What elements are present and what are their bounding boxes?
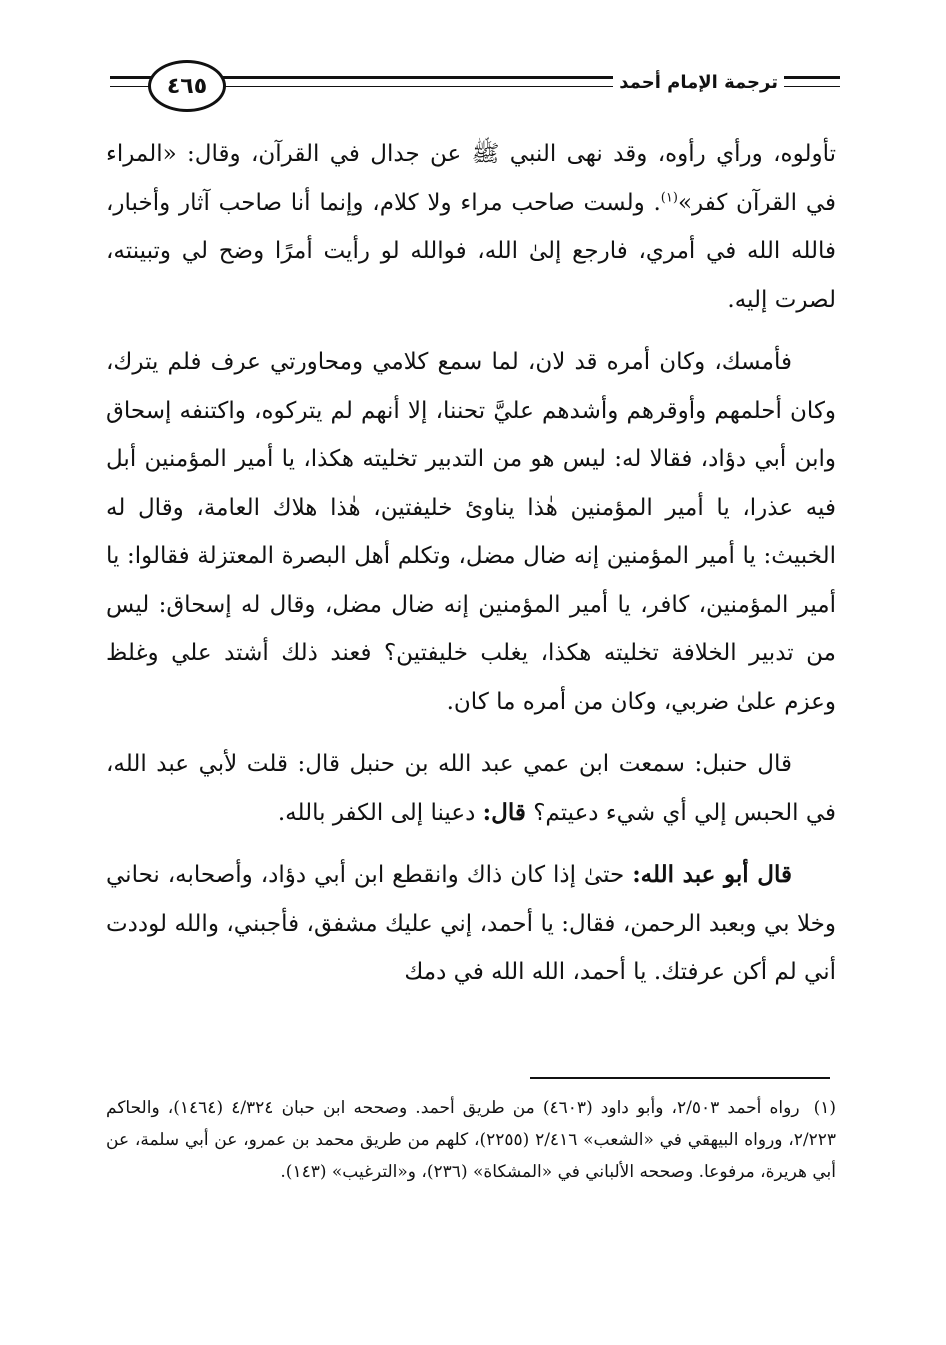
paragraph-4 [106,851,836,997]
page-header [110,60,840,118]
paragraph-text: حتىٰ إذا كان ذاك وانقطع ابن أبي دؤاد، وأصحابه، نحاني وخلا بي وبعبد الرحمن، فقال: يا أحمد، إني عليك مشفق، فأجبني، والله لوددت أني لم أكن عرفتك. يا أحمد، الله الله في دمك [106,862,836,985]
footnote-reference: (١) [660,189,678,205]
paragraph-text-continued: دعينا إلى الكفر بالله. [277,799,476,826]
footnote-number: (١) [813,1098,836,1118]
running-title: ترجمة الإمام أحمد [613,72,784,93]
footnotes [106,1092,836,1188]
speaker-label: قال: [482,798,526,826]
footnote-separator [530,1077,830,1079]
paragraph-1 [106,130,836,324]
page-number: ٤٦٥ [148,60,226,112]
paragraph-3 [106,740,836,837]
paragraph-text: قال حنبل: سمعت ابن عمي عبد الله بن حنبل قال: قلت لأبي عبد الله، في الحبس إلي أي شيء دعيتم؟ [106,751,836,826]
paragraph-text-continued: . ولست صاحب مراء ولا كلام، وإنما أنا صاحب آثار وأخبار، فالله الله في أمري، فارجع إلىٰ الله، فوالله لو رأيت أمرًا وضح لي وتبينته، لصرت إليه. [106,189,836,313]
footnote-text: رواه أحمد ٢/٥٠٣، وأبو داود (٤٦٠٣) من طريق أحمد. وصححه ابن حبان ٤/٣٢٤ (١٤٦٤)، والحاكم ٢/٢٢٣، ورواه البيهقي في «الشعب» ٢/٤١٦ (٢٢٥٥)، كلهم من طريق محمد بن عمرو، عن أبي سلمة، عن أبي هريرة، مرفوعا. وصححه الألباني في «المشكاة» (٢٣٦)، و«الترغيب» (١٤٣). [106,1098,836,1182]
footnote-1 [106,1092,836,1188]
paragraph-text: تأولوه، ورأي رأوه، وقد نهى النبي ﷺ عن جدال في القرآن، وقال: «المراء في القرآن كفر» [106,141,836,216]
speaker-label: قال أبو عبد الله: [632,861,792,888]
paragraph-2 [106,338,836,726]
main-text [106,130,836,997]
paragraph-text: فأمسك، وكان أمره قد لان، لما سمع كلامي ومحاورتي عرف فلم يترك، وكان أحلمهم وأوقرهم وأشدهم عليَّ تحننا، إلا أنهم لم يتركوه، واكتنفه إسحاق وابن أبي دؤاد، فقالا له: ليس هو من التدبير تخليته هكذا، يا أمير المؤمنين أبل فيه عذرا، يا أمير المؤمنين هٰذا يناوئ خليفتين، هٰذا هلاك العامة، وقال له الخبيث: يا أمير المؤمنين إنه ضال مضل، وتكلم أهل البصرة المعتزلة فقالوا: يا أمير المؤمنين، كافر، يا أمير المؤمنين إنه ضال مضل، وقال له إسحاق: ليس من تدبير الخلافة تخليته هكذا، يغلب خليفتين؟ فعند ذلك أشتد علي وغلظ وعزم علىٰ ضربي، وكان من أمره ما كان. [106,349,836,715]
